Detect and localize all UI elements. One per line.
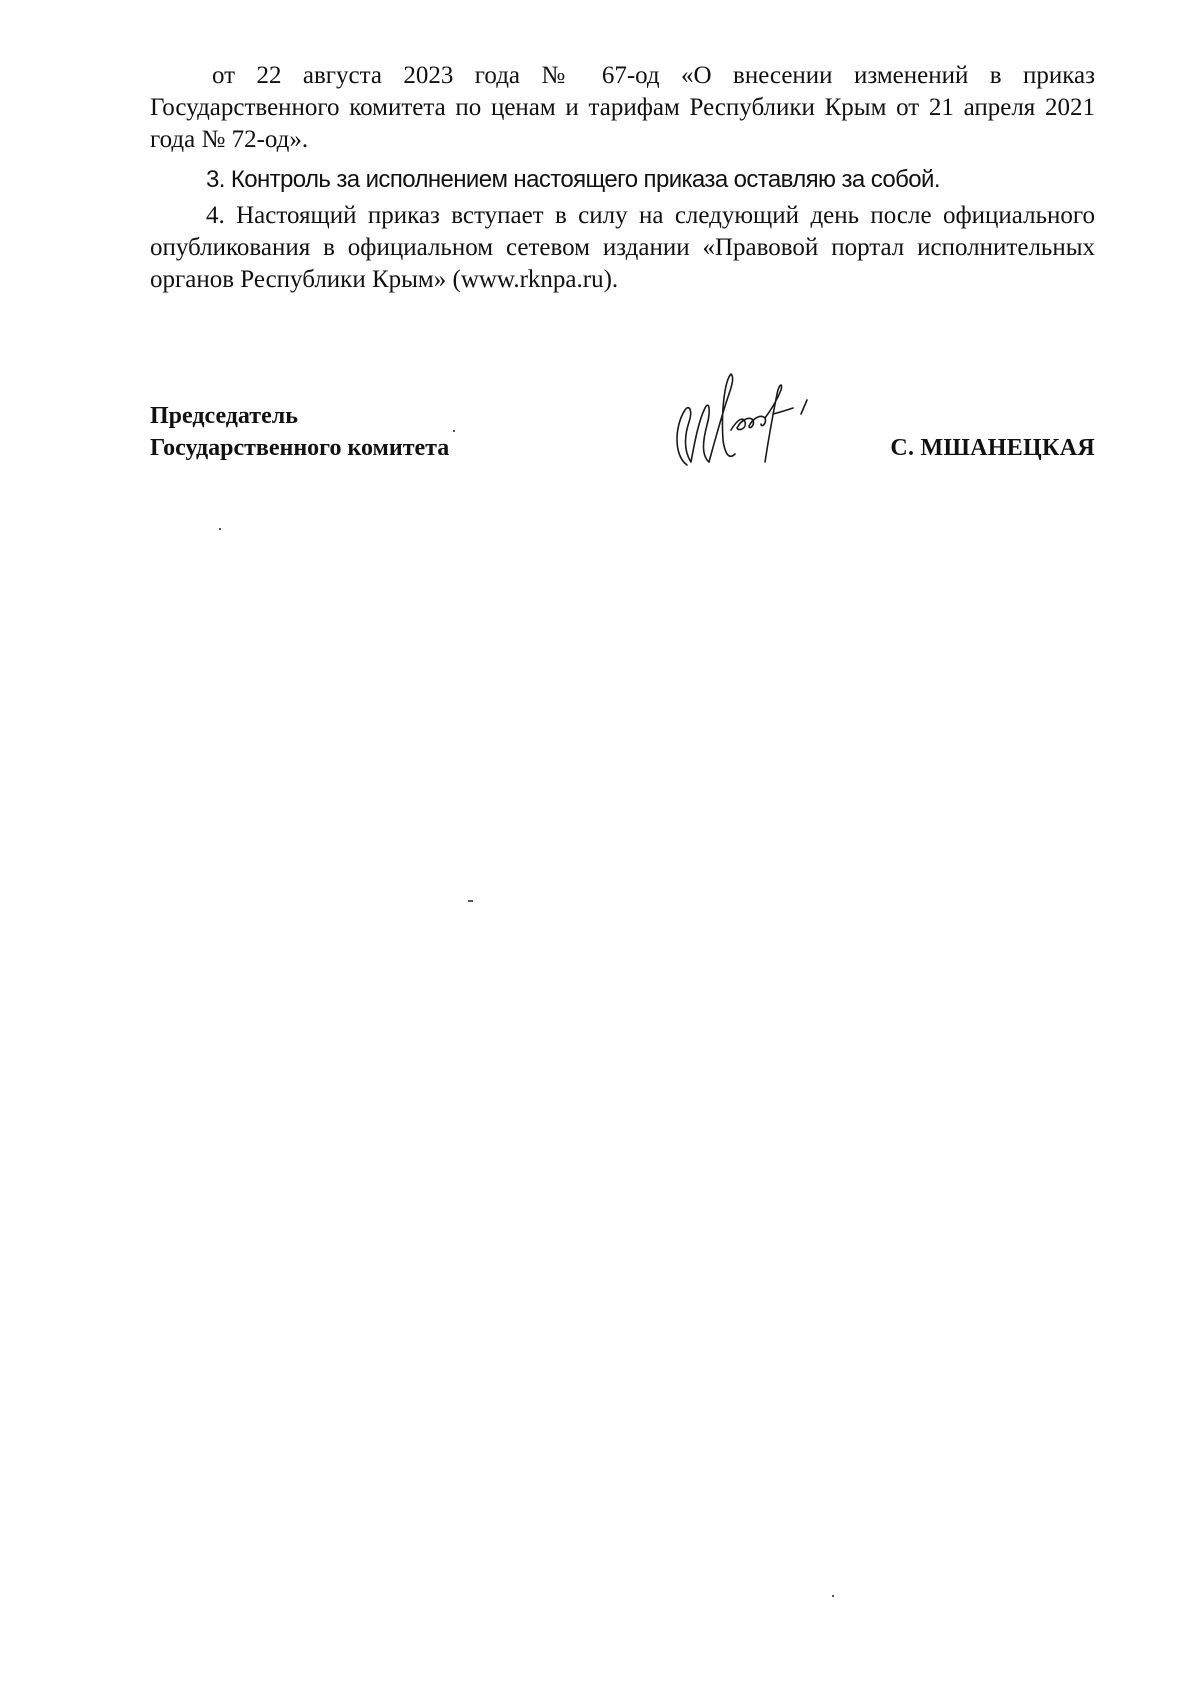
signer-name: С. МШАНЕЦКАЯ [890, 435, 1095, 461]
position-line-1: Председатель [150, 403, 298, 429]
scan-speck [219, 528, 221, 530]
signatory-position [150, 400, 449, 464]
paragraph-3-control: 3. Контроль за исполнением настоящего приказа оставляю за собой. [206, 166, 940, 193]
paragraph-4-effective-date: 4. Настоящий приказ вступает в силу на следующий день после официального опубликования в официальном сетевом издании «Правовой портал исполнительных органов Республики Крым» (www.rknpa.ru). [150, 202, 1095, 293]
handwritten-signature [665, 370, 825, 475]
scan-speck [832, 1595, 834, 1597]
scan-speck [453, 430, 455, 432]
position-line-2: Государственного комитета [150, 435, 450, 461]
document-body [150, 60, 1095, 304]
scan-speck [468, 900, 473, 902]
paragraph-order-reference: от 22 августа 2023 года № 67-од «О внесении изменений в приказ Государственного комитета по ценам и тарифам Республики Крым от 21 апреля 2021 года № 72-од». [150, 62, 1095, 153]
